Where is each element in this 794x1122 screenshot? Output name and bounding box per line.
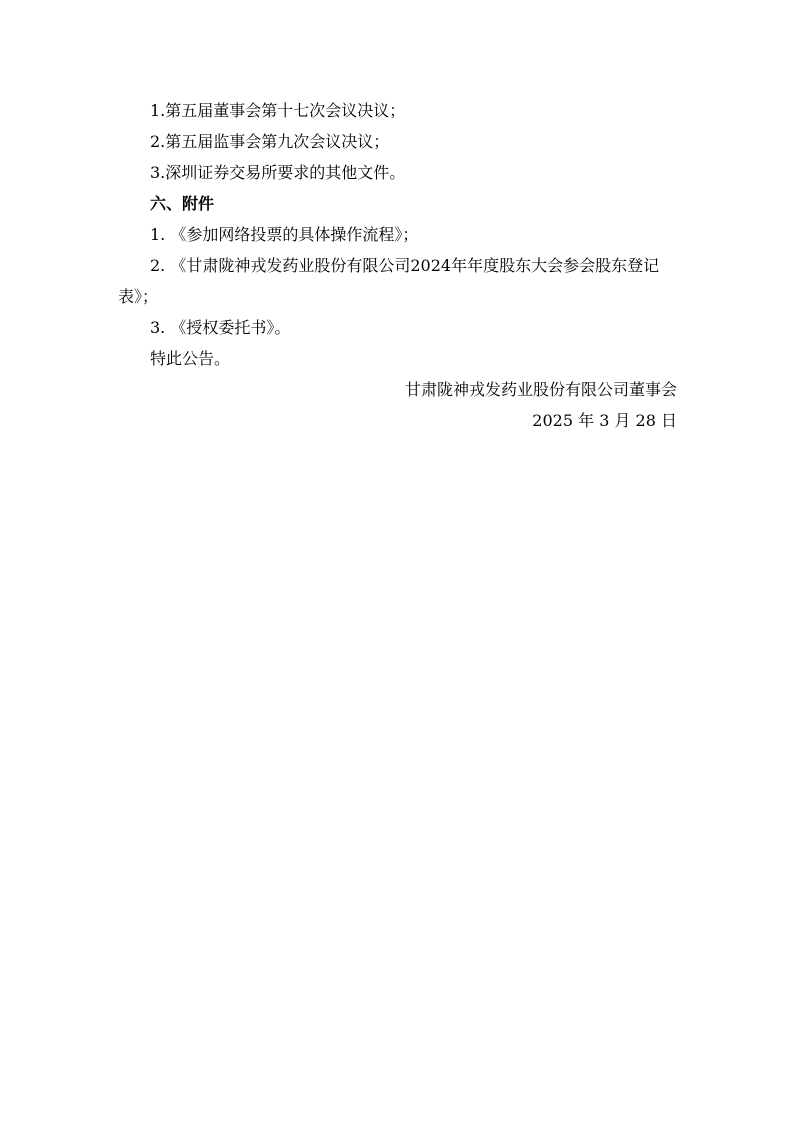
attachment-item-3: 3. 《授权委托书》。: [150, 318, 291, 337]
document-content: [118, 95, 677, 436]
signature-date: 2025 年 3 月 28 日: [532, 411, 677, 430]
resolution-item-3: 3.深圳证券交易所要求的其他文件。: [150, 163, 406, 182]
signature-company: 甘肃陇神戎发药业股份有限公司董事会: [404, 380, 677, 399]
attachment-item-2-line-1: 2. 《甘肃陇神戎发药业股份有限公司2024年年度股东大会参会股东登记: [150, 256, 660, 275]
closing-statement: 特此公告。: [150, 349, 231, 368]
resolution-item-2: 2.第五届监事会第九次会议决议；: [150, 132, 390, 151]
resolution-item-1: 1.第五届董事会第十七次会议决议；: [150, 101, 406, 120]
attachment-item-1: 1. 《参加网络投票的具体操作流程》；: [150, 225, 419, 244]
attachment-item-2-line-2: 表》；: [118, 287, 159, 306]
attachments-heading: 六、附件: [150, 194, 215, 213]
